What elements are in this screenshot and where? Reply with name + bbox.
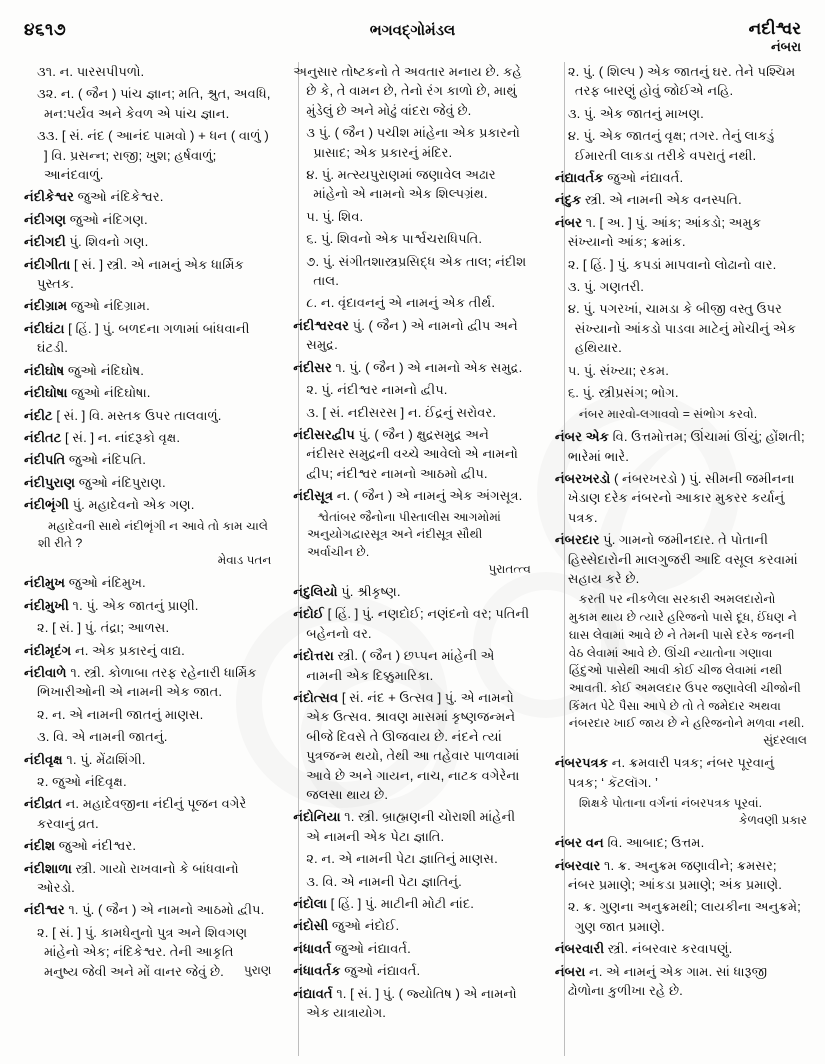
page-title: ભગવદ્ગોમંડલ (369, 22, 456, 39)
entry-definition: ૧. પું. ( જૈન ) એ નામનો એક સમુદ્ર. (331, 359, 523, 375)
entry-definition: જુઓ નંદ્યાવર્ત. (603, 170, 684, 186)
entry-citation-quote (293, 509, 531, 578)
dictionary-entry (24, 383, 271, 402)
quote-source: પુરાતત્ત્વ (488, 561, 531, 576)
dictionary-entry (24, 210, 271, 229)
entry-definition: ૩. પું. એક જાતનું માખણ. (567, 105, 704, 121)
entry-definition: ૨. [ સં. ] પું. કામધેનુનો પુત્ર અને શિવગણ માંહેનો એક; નંદિકેશ્વર. તેની આકૃતિ મનુષ્ય જેવી અને મોં વાનર જેવું છે. (37, 924, 248, 979)
entry-definition: ૨. [ હિં. ] પું. કપડાં માપવાનો લોઢાનો વાર. (567, 256, 777, 272)
entry-definition: ૧. ક્ર. અનુક્રમ જણાવીને; ક્રમસર; નંબર પ્રમાણે; આંકડા પ્રમાણે; અંક પ્રમાણે. (567, 857, 782, 893)
entry-headword: નંદીઘંટા (24, 320, 65, 336)
entry-sense (293, 403, 531, 422)
entry-sense (293, 207, 531, 226)
entry-definition: સ્ત્રી. નંબરવાર કરવાપણું. (604, 941, 733, 957)
running-head-top: નદીશ્વર (748, 19, 801, 38)
entry-headword: નંદીમૃદંગ (24, 642, 72, 658)
entry-definition: જુઓ નંદિપુરાણ. (75, 474, 166, 490)
entry-headword: નંદીસૂત્ર (293, 488, 334, 504)
entry-sense (555, 62, 807, 101)
entry-definition: [ સં. ] વિ. મસ્તક ઉપર તાલવાળું. (52, 407, 222, 423)
entry-headword: નંબરપત્રક (554, 755, 609, 771)
quote-text: મહાદેવની સાથે નંદીભૃંગી ન આવે તો કામ ચાલે શી રીતે ? (38, 518, 269, 551)
entry-headword: નંબરવારી (554, 941, 605, 957)
entry-definition: ૭. પું. સંગીતશાસ્ત્રપ્રસિદ્ધ એક તાલ; નંદીશ તાલ. (306, 253, 527, 289)
entry-definition: પું. ( જૈન ) એ નામનો દ્વીપ અને સમુદ્ર. (306, 317, 518, 353)
dictionary-entry (555, 856, 807, 895)
dictionary-entry (293, 425, 531, 483)
column-1 (24, 62, 283, 1056)
entry-source: પુરાણ (243, 962, 272, 977)
entry-headword: નંદ્યાવર્ત (293, 985, 333, 1001)
dictionary-entry (24, 663, 271, 702)
running-head (749, 18, 801, 56)
entry-sense (24, 62, 271, 81)
entry-headword: નંદીગીતા (24, 256, 71, 272)
entry-definition: જુઓ નંદિપતિ. (65, 452, 146, 468)
entry-sense (293, 165, 531, 204)
entry-definition: ૩૧. ન. પારસપીપળો. (37, 64, 145, 79)
entry-headword: નંદીગ્રામ (24, 298, 68, 314)
entry-headword: નંદોત્સવ (293, 690, 339, 706)
entry-citation-quote (555, 795, 807, 829)
entry-sense (24, 126, 271, 184)
entry-definition: ૩૨. ન. ( જૈન ) પાંચ જ્ઞાન; મતિ, શ્રુત, અવધિ, મન:પર્યવ અને કેવળ એ પાંચ જ્ઞાન. (37, 86, 271, 121)
entry-definition: ૨. જુઓ નંદિવૃક્ષ. (37, 773, 127, 789)
dictionary-entry (555, 530, 807, 588)
entry-definition: ૫. પું. સંખ્યા; રકમ. (567, 362, 669, 378)
entry-definition: ન. ક્રમવારી પત્રક; નંબર પૂરવાનું પત્રક; ‘ કૅટલૉગ. ’ (567, 755, 775, 790)
dictionary-entry (293, 316, 531, 355)
entry-definition: પું. શ્રીકૃષ્ણ. (337, 583, 401, 599)
entry-sense (555, 277, 807, 296)
dictionary-entry (293, 961, 531, 980)
entry-definition: જુઓ નંદિઘોષ. (64, 362, 144, 378)
dictionary-entry (293, 984, 531, 1023)
quote-source: કેળવણી પ્રકાર (739, 812, 807, 827)
entry-headword: નંદીમુખ (24, 575, 66, 591)
entry-headword: નંદીમુખી (24, 597, 69, 613)
entry-definition: [ સં. નંદ + ઉત્સવ ] પું. એ નામનો એક ઉત્સવ. શ્રાવણ માસમાં કૃષ્ણજન્મને બીજે દિવસે તે ઊજવાય છે. નંદને ત્યાં પુત્રજન્મ થયો, તેથી આ તહેવાર પાળવામાં આવે છે અને ગાયન, નાચ, નાટક વગેરેના જલસા થાય છે. (306, 690, 520, 803)
entry-sense (555, 897, 807, 936)
entry-headword: નંદીતટ (24, 429, 62, 445)
entry-headword: નંદીશાળા (24, 860, 72, 876)
entry-definition: ન. એ નામનું એક ગામ. સાં ધારૂજી ઢોળોના કુળીખા રહે છે. (567, 963, 768, 999)
entry-headword: નંધાવર્તક (293, 963, 341, 979)
entry-headword: નંદુક (554, 192, 582, 208)
entry-sense (555, 361, 807, 380)
entry-definition: ૪. પું. પગરખાં, ચામડા કે બીજી વસ્તુ ઉપર સંખ્યાનો આંકડો પાડવા માટેનું મોચીનું એક હથિયાર. (567, 301, 797, 356)
entry-definition: ૧. પું. એક જાતનું પ્રાણી. (68, 597, 199, 613)
entry-headword: નંદોત્તરા (293, 648, 334, 664)
entry-definition: ૩. પું. ગણતરી. (567, 279, 644, 295)
dictionary-entry (24, 187, 271, 206)
entry-headword: નંબર એક (554, 429, 609, 445)
entry-definition: ન. એક પ્રકારનું વાદ્ય. (71, 642, 185, 658)
entry-sense (24, 772, 271, 791)
entry-definition: ૫. પું. શિવ. (306, 208, 364, 224)
entry-definition: વિ. આબાદ; ઉત્તમ. (603, 835, 705, 851)
entry-definition: ન. ( જૈન ) એ નામનું એક અંગસૂત્ર. (333, 488, 523, 504)
entry-definition: સ્ત્રી. ( જૈન ) છપ્પન માંહેની એ નામની એક દિક્કુમારિકા. (306, 648, 495, 683)
entry-headword: નંદીઘોષ (24, 362, 65, 378)
entry-definition: પું. ગામનો જમીનદાર. તે પોતાની હિસ્સેદારોની માલગુજરી આદિ વસૂલ કરવામાં સહાય કરે છે. (567, 532, 798, 587)
entry-definition: ૪. પું. એક જાતનું વૃક્ષ; તગર. તેનું લાકડું ઈમારતી લાકડા તરીકે વપરાતું નથી. (567, 128, 775, 163)
entry-definition: ૧. પું. મેંઢાશિંગી. (62, 751, 146, 767)
entry-definition: ૮. ન. વૃંદાવનનું એ નામનું એક તીર્થ. (306, 295, 495, 311)
page-columns (24, 62, 807, 1056)
dictionary-entry (24, 900, 271, 919)
entry-sense (293, 252, 531, 291)
entry-headword: નંદીવૃક્ષ (24, 751, 63, 767)
entry-sense (24, 705, 271, 724)
entry-sense (555, 383, 807, 402)
entry-sense (293, 293, 531, 312)
entry-headword: નંદુલિયો (293, 583, 338, 599)
dictionary-entry (24, 473, 271, 492)
dictionary-entry (293, 939, 531, 958)
entry-sense (293, 380, 531, 399)
dictionary-entry (293, 646, 531, 685)
entry-headword: નંદીશ (24, 838, 56, 854)
dictionary-entry (24, 450, 271, 469)
entry-sense (555, 255, 807, 274)
entry-definition: પું. ( જૈન ) ક્ષુદ્રસમુદ્ર અને નંદીસર સમુદ્રની વચ્ચે આવેલો એ નામનો દ્વીપ; નંદીશ્વર નામનો આઠમો દ્વીપ. (306, 426, 518, 481)
entry-definition: ૩૩. [ સં. નંદ ( આનંદ પામવો ) + ધન ( વાળું ) ] વિ. પ્રસન્ન; રાજી; ખુશ; હર્ષવાળું; આનંદવાળું. (37, 128, 269, 183)
entry-sense (555, 126, 807, 165)
entry-headword: નંદીસરદ્વીપ (293, 426, 355, 442)
dictionary-entry (24, 859, 271, 898)
dictionary-entry (293, 807, 531, 846)
entry-headword: નંદીવાળે (24, 664, 67, 680)
entry-definition: ૨. [ સં. ] પું. તંદ્રા; આળસ. (37, 620, 170, 636)
entry-headword: નંદીવ્રત (24, 796, 62, 812)
entry-headword: નંદીપતિ (24, 452, 66, 468)
quote-source: સુંદરલાલ (763, 732, 807, 747)
entry-sense (293, 872, 531, 891)
entry-definition: ૧. સ્ત્રી. કોળાબા તરફ રહેનારી ધાર્મિક ભિખારીઓની એ નામની એક જાત. (37, 664, 257, 700)
entry-sense (293, 229, 531, 248)
quote-source: મેવાડ પતન (217, 552, 272, 567)
entry-definition: [ હિં. ] પું. બળદના ગળામાં બાંધવાની ઘંટડી. (37, 320, 250, 356)
page-header (24, 18, 801, 66)
dictionary-entry (24, 750, 271, 769)
column-2 (283, 62, 543, 1056)
entry-sense (24, 727, 271, 746)
dictionary-entry (555, 213, 807, 252)
entry-definition: જુઓ નંદોઈ. (328, 918, 400, 934)
entry-headword: નંદીપુરાણ (24, 474, 76, 490)
entry-definition: ૩. [ સં. નદીસરસ ] ન. ઈંદ્રનું સરોવર. (306, 404, 496, 420)
entry-headword: નંબરવાર (554, 857, 601, 873)
entry-headword: નંદોનિયા (293, 809, 341, 825)
entry-headword: નંદોલા (293, 896, 327, 912)
entry-definition: પું. શિવનો ગણ. (65, 234, 149, 250)
dictionary-entry (293, 916, 531, 935)
entry-definition: ૧. [ સં. ] પું. ( જ્યોતિષ ) એ નામનો એક યાત્રાયોગ. (306, 985, 517, 1021)
dictionary-entry (293, 894, 531, 913)
quote-text: નંબર મારવો-લગાવવો = સંભોગ કરવો. (578, 406, 758, 421)
entry-definition: જુઓ નંદિમુખ. (65, 575, 146, 591)
entry-headword: નંબરખરડો (554, 471, 611, 486)
dictionary-entry (24, 573, 271, 592)
dictionary-entry (293, 358, 531, 377)
dictionary-entry (24, 296, 271, 315)
entry-definition: જુઓ નંદિઘોષા. (67, 385, 151, 401)
dictionary-entry (24, 361, 271, 380)
dictionary-entry (555, 190, 807, 209)
entry-sense (555, 104, 807, 123)
entry-headword: નંબર વન (554, 835, 604, 851)
entry-definition: જુઓ નંદ્યાવર્ત. (331, 940, 411, 956)
entry-definition: સ્ત્રી. ગાયો રાખવાનો કે બાંધવાનો ઓરડો. (37, 860, 239, 895)
entry-sense (24, 84, 271, 123)
dictionary-entry (24, 428, 271, 447)
dictionary-entry (555, 962, 807, 1001)
entry-definition: ૨. પું. ( શિલ્પ ) એક જાતનું ઘર. તેને પશ્ચિમ તરફ બારણું હોવું જોઈએ નહિ. (567, 64, 796, 99)
entry-sense (24, 618, 271, 637)
entry-definition: જુઓ નંદિગ્રામ. (67, 298, 150, 314)
entry-headword: નંદીગણ (24, 211, 67, 227)
dictionary-entry (24, 596, 271, 615)
entry-definition: ૨. ન. એ નામની પેટા જ્ઞાતિનું માણસ. (306, 851, 498, 867)
entry-definition: સ્ત્રી. એ નામની એક વનસ્પતિ. (581, 192, 742, 208)
entry-definition: અનુસાર તોષ્ટકનો તે અવતાર મનાય છે. કહે છે કે, તે વામન છે, તેનો રંગ કાળો છે, માથું મુંડેલું છે અને મોઢું વાંદરા જેવું છે. (293, 64, 522, 118)
entry-definition: ૧. પું. ( જૈન ) એ નામનો આઠમો દ્વીપ. (64, 902, 265, 918)
entry-citation-quote (555, 591, 807, 749)
entry-headword: નંદીસર (293, 359, 332, 375)
dictionary-entry (555, 753, 807, 792)
entry-citation-quote (24, 518, 271, 570)
entry-definition: ૩. વિ. એ નામની જાતનું. (37, 729, 168, 745)
dictionary-entry (24, 232, 271, 251)
running-head-bottom: નંબરા (770, 39, 801, 55)
dictionary-entry (24, 255, 271, 294)
entry-definition: ૨. પું. નંદીશ્વર નામનો દ્વીપ. (306, 382, 448, 398)
entry-definition: [ હિં. ] પું. માટીની મોટી નાંદ. (327, 896, 474, 912)
entry-definition: જુઓ નંદિગણ. (66, 211, 148, 227)
entry-definition: ૩. વિ. એ નામની પેટા જ્ઞાતિનું. (306, 873, 462, 889)
entry-headword: નંદ્યાવર્તક (554, 170, 604, 186)
entry-sense (293, 849, 531, 868)
entry-headword: નંદીઘોષા (24, 385, 68, 401)
dictionary-entry (555, 469, 807, 527)
dictionary-entry (555, 168, 807, 187)
dictionary-entry (24, 495, 271, 514)
entry-headword: નંદીશ્વરવર (293, 317, 349, 333)
dictionary-entry (293, 486, 531, 505)
entry-definition: ૧. સ્ત્રી. બ્રાહ્મણની ચોરાશી માંહેની એ નામની એક પેટા જ્ઞાતિ. (306, 809, 516, 844)
dictionary-entry (24, 406, 271, 425)
entry-definition: ( નંબરખરડો ) પું. સીમની જમીનના ખેડાણ દરેક નંબરનો આકાર મુકરર કર્યાનું પત્રક. (567, 471, 795, 525)
dictionary-entry (24, 794, 271, 833)
entry-citation-quote (555, 406, 807, 424)
entry-definition: વિ. ઉત્તમોત્તમ; ઊંચામાં ઊંચું; હોંશતી; ભારેમાં ભારે. (567, 429, 805, 464)
entry-definition: [ સં. ] ન. નાંદરૂકો વૃક્ષ. (61, 429, 181, 445)
entry-definition: ૬. પું. શિવનો એક પાર્શ્વચરાધિપતિ. (306, 231, 483, 247)
entry-headword: નંદીગદી (24, 234, 66, 250)
column-3 (543, 62, 807, 1056)
entry-headword: નંબર (554, 214, 583, 230)
entry-definition: ન. મહાદેવજીના નંદીનું પૂજન વગેરે કરવાનું વ્રત. (37, 796, 247, 831)
dictionary-entry (24, 836, 271, 855)
entry-headword: નંદીશ્વર (24, 902, 65, 918)
quote-text: શ્વેતાંબર જૈનોના પીસ્તાલીસ આગમોમાં અનુયોગદ્વારસૂત્ર અને નંદીસૂત્ર સૌથી અર્વાચીન છે. (307, 509, 501, 559)
entry-definition: ૧. [ અ. ] પું. આંક; આંકડો; અમુક સંખ્યાનો આંક; ક્રમાંક. (567, 214, 762, 250)
quote-text: શિક્ષકે પોતાના વર્ગનાં નંબરપત્રક પૂરવાં. (578, 796, 762, 811)
entry-definition: ૬. પું. સ્ત્રીપ્રસંગ; ભોગ. (567, 385, 679, 401)
entry-headword: નંધાવર્ત (293, 940, 332, 956)
entry-definition: ૩ પું. ( જૈન ) પચીશ માંહેના એક પ્રકારનો પ્રાસાદ; એક પ્રકારનું મંદિર. (306, 125, 520, 160)
entry-headword: નંદીટ (24, 407, 53, 423)
entry-headword: નંદીભૃંગી (24, 497, 69, 513)
dictionary-entry (555, 939, 807, 958)
entry-headword: નંબરા (554, 963, 586, 979)
dictionary-entry (555, 427, 807, 466)
entry-definition: ૨. ક્ર. ગુણના અનુક્રમથી; લાયકીના અનુક્રમે; ગુણ જાત પ્રમાણે. (567, 899, 801, 934)
entry-definition: જુઓ નંદીશ્વર. (55, 838, 137, 854)
entry-sense (293, 123, 531, 162)
entry-definition: પું. મહાદેવનો એક ગણ. (68, 497, 195, 513)
page-number: ૪૬૧૭ (24, 20, 67, 39)
entry-continuation (293, 62, 531, 120)
dictionary-entry (555, 833, 807, 852)
entry-sense (555, 299, 807, 357)
entry-headword: નંદોઈ (293, 606, 324, 622)
quote-text: કરતી પર નીકળેલા સરકારી અમલદારોનો મુકામ થાય છે ત્યારે હરિજનો પાસે દૂધ, ઈંધણ ને ઘાસ લેવામાં આવે છે ને તેમની પાસે દરેક જનની વેઠ લેવામાં આવે છે. ઊંચી ન્યાતોના ગણાવા હિંદુઓ પાસેથી આવી કોઈ ચીજ લેવામાં નથી આવતી. કોઈ અમલદાર ઉપર જણાવેલી ચીજોની કિંમત પેટે પૈસા આપે છે તો તે જમેદાર અથવા નંબરદાર ખાઈ જાય છે ને હરિજનોને મળવા નથી. (568, 592, 805, 731)
entry-definition: [ હિં. ] પું. નણદોઈ; નણંદનો વર; પતિની બહેનનો વર. (306, 606, 530, 641)
dictionary-entry (293, 688, 531, 804)
entry-definition: જુઓ નંદ્યાવર્ત. (340, 963, 421, 979)
entry-definition: ૨. ન. એ નામની જાતનું માણસ. (37, 706, 204, 722)
dictionary-entry (293, 582, 531, 601)
entry-sense (24, 923, 271, 981)
entry-definition: જુઓ નંદિકેશ્વર. (73, 189, 164, 205)
dictionary-entry (293, 604, 531, 643)
dictionary-entry (24, 641, 271, 660)
entry-definition: ૪. પું. મત્સ્યપુરાણમાં જણાવેલ અઢાર માંહેનો એ નામનો એક શિલ્પગ્રંથ. (306, 167, 496, 202)
dictionary-entry (24, 319, 271, 358)
entry-headword: નંદોસી (293, 918, 329, 934)
entry-headword: નંદીકેશ્વર (24, 189, 74, 205)
entry-definition: [ સં. ] સ્ત્રી. એ નામનું એક ધાર્મિક પુસ્તક. (37, 256, 244, 292)
entry-headword: નંબરદાર (554, 532, 600, 548)
